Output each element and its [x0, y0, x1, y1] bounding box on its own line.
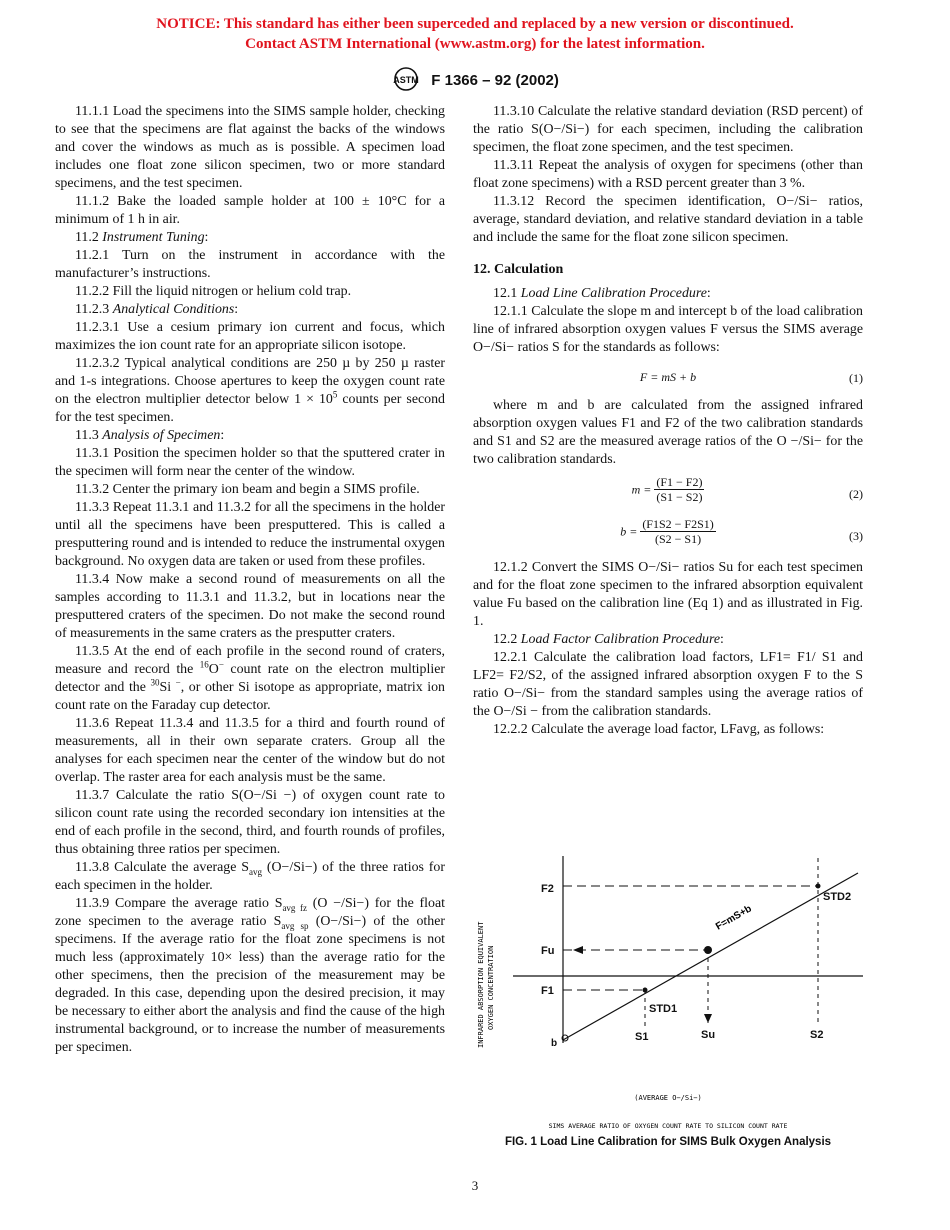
para-11-3-10: 11.3.10 Calculate the relative standard deviation (RSD percent) of the ratio S(O−/Si−) for each specimen, including the calibration specimen, the float zone specimen, and the test specimen.: [473, 104, 863, 155]
para-12-2: 12.2 Load Factor Calibration Procedure:: [493, 632, 724, 647]
fu-arrow-icon: [573, 946, 583, 954]
section-12-heading: 12. Calculation: [473, 262, 564, 277]
x-axis-label-1: (AVERAGE O−/Si−): [634, 1094, 702, 1102]
svg-text:ASTM: ASTM: [393, 75, 419, 85]
para-12-1-1: 12.1.1 Calculate the slope m and intercept b of the load calibration line of infrared absorption oxygen values F versus the SIMS average O−/Si− ratios S for the standards as follows:: [473, 304, 863, 355]
para-11-2-1: 11.2.1 Turn on the instrument in accordance with the manufacturer’s instructions.: [55, 248, 445, 281]
para-11-2-3: 11.2.3 Analytical Conditions:: [75, 302, 239, 317]
left-column: [55, 103, 445, 1057]
para-11-2-3-1: 11.2.3.1 Use a cesium primary ion current and focus, which maximizes the ion count rate for an appropriate silicon isotope.: [55, 320, 445, 353]
y-axis-label-1: INFRARED ABSORPTION EQUIVALENT: [477, 921, 485, 1048]
notice-line-2: Contact ASTM International (www.astm.org) for the latest information.: [245, 36, 705, 52]
equation-2: m = $\frac{(F1 - F2)}{(S1 - S2)}$ (2): [631, 475, 863, 504]
fu-point: [704, 946, 712, 954]
para-12-2-2: 12.2.2 Calculate the average load factor, LFavg, as follows:: [493, 722, 825, 737]
s2-label: S2: [810, 1029, 824, 1041]
para-12-1-1-where: where m and b are calculated from the assigned infrared absorption oxygen values F1 and F2 of the two calibration standards and S1 and S2 are the measured average ratios of the O −/Si− for the two calibration standards.: [473, 398, 863, 467]
para-11-1-1: 11.1.1 Load the specimens into the SIMS sample holder, checking to see that the specimens are flat against the backs of the windows and cover the windows as much as is possible. A specimen load includes one float zone silicon specimen, two or more standard specimens, and the test specimen.: [55, 104, 445, 191]
load-line-diagram: [473, 848, 863, 1138]
para-11-3-6: 11.3.6 Repeat 11.3.4 and 11.3.5 for a third and fourth round of measurements, all in their own separate craters. Group all the analyses for each specimen near the center of the window but do not overlap. The raster area for each analysis must be the same.: [55, 716, 445, 785]
figure-1: [473, 848, 863, 1138]
b-label: b: [551, 1038, 558, 1049]
std2-point: [816, 884, 821, 889]
right-column: [473, 103, 863, 739]
astm-logo-icon: [391, 66, 421, 96]
f1-label: F1: [541, 985, 554, 997]
para-11-2-2: 11.2.2 Fill the liquid nitrogen or helium cold trap.: [75, 284, 352, 299]
notice-line-1: NOTICE: This standard has either been superceded and replaced by a new version or discontinued.: [156, 16, 794, 32]
para-12-2-1: 12.2.1 Calculate the calibration load factors, LF1= F1/ S1 and LF2= F2/S2, of the assigned infrared absorption oxygen F to the S ratio O−/Si− from the standard samples using the average ratios of the O−/Si − from the calibration standards.: [473, 650, 863, 719]
para-11-3-11: 11.3.11 Repeat the analysis of oxygen for specimens (other than float zone specimens) with a RSD percent greater than 3 %.: [473, 158, 863, 191]
s1-label: S1: [635, 1031, 649, 1043]
fu-label: Fu: [541, 945, 555, 957]
para-11-3-8: 11.3.8 Calculate the average $S_{avg}$ (O−/Si−) of the three ratios for each specimen in the holder.: [55, 860, 445, 893]
para-12-1: 12.1 Load Line Calibration Procedure:: [493, 286, 711, 301]
load-line-label: F=mS+b: [714, 903, 754, 933]
su-arrow-icon: [704, 1014, 712, 1023]
document-header: [0, 66, 950, 96]
para-11-3: 11.3 Analysis of Specimen:: [75, 428, 225, 443]
equation-3: b = $\frac{(F1S2 - F2S1)}{(S2 - S1)}$ (3): [620, 517, 863, 546]
notice-banner: [0, 14, 950, 54]
para-11-1-2: 11.1.2 Bake the loaded sample holder at 100 ± 10°C for a minimum of 1 h in air.: [55, 194, 445, 227]
equation-1: F = mS + b (1): [639, 370, 863, 385]
std2-label: STD2: [823, 891, 852, 903]
para-11-2-3-2: 11.2.3.2 Typical analytical conditions are 250 µ by 250 µ raster and 1-s integrations. Choose apertures to keep the oxygen count rate on the electron multiplier detector below $1 \times 10^5$ counts per second for the test specimen.: [55, 356, 445, 425]
para-11-3-5: 11.3.5 At the end of each profile in the second round of craters, measure and record the $^{16}$O− count rate on the electron multiplier detector and the $^{30}$Si −, or other Si isotope as appropriate, matrix ion count rate on the Faraday cup detector.: [55, 644, 445, 713]
std1-label: STD1: [649, 1003, 678, 1015]
designation: F 1366 – 92 (2002): [431, 71, 559, 89]
para-11-3-3: 11.3.3 Repeat 11.3.1 and 11.3.2 for all the specimens in the holder until all the specimens have been presputtered. This is called a presputtering round and is intended to reduce the instrumental oxygen background. No oxygen data are taken or used from these profiles.: [55, 500, 445, 569]
para-11-3-7: 11.3.7 Calculate the ratio S(O−/Si −) of oxygen count rate to silicon count rate using the recorded secondary ion intensities at the end of each profile in the second, third, and fourth rounds of profiles, thus obtaining three ratios per specimen.: [55, 788, 445, 857]
para-11-3-9: 11.3.9 Compare the average ratio $S_{avg fz}$ (O −/Si−) for the float zone specimen to the average ratio $S_{avg sp}$ (O−/Si−) of the other specimens. If the average ratio for the float zone specimens is not much less (approximately 10× less) than the average ratio for the other specimens, then the precision of the measurement may be degraded. In this case, depending upon the desired precision, it may be necessary to either abort the analysis and find the cause of the high instrumental background, or to increase the number of measurements per specimen.: [55, 896, 445, 1055]
f2-label: F2: [541, 883, 554, 895]
su-label: Su: [701, 1029, 716, 1041]
para-11-3-12: 11.3.12 Record the specimen identification, O−/Si− ratios, average, standard deviation, and relative standard deviation in a table and include the same for the float zone silicon specimen.: [473, 194, 863, 245]
figure-caption: FIG. 1 Load Line Calibration for SIMS Bulk Oxygen Analysis: [504, 1136, 832, 1148]
y-axis-label-2: OXYGEN CONCENTRATION: [487, 945, 495, 1030]
para-11-2: 11.2 Instrument Tuning:: [75, 230, 209, 245]
para-11-3-2: 11.3.2 Center the primary ion beam and begin a SIMS profile.: [75, 482, 420, 497]
para-11-3-1: 11.3.1 Position the specimen holder so that the sputtered crater in the specimen will form near the center of the window.: [55, 446, 445, 479]
para-11-3-4: 11.3.4 Now make a second round of measurements on all the samples according to 11.3.1 and 11.3.2, but in locations near the presputtered craters of the specimen. Do not make the second round of measurements in the same craters as the presputter craters.: [55, 572, 445, 641]
page-number: 3: [471, 1178, 479, 1193]
std1-point: [643, 988, 648, 993]
para-12-1-2: 12.1.2 Convert the SIMS O−/Si− ratios Su for each test specimen and for the float zone specimen to the infrared absorption equivalent value Fu based on the calibration line (Eq 1) and as illustrated in Fig. 1.: [473, 560, 863, 629]
x-axis-label-2: SIMS AVERAGE RATIO OF OXYGEN COUNT RATE TO SILICON COUNT RATE: [548, 1122, 788, 1130]
